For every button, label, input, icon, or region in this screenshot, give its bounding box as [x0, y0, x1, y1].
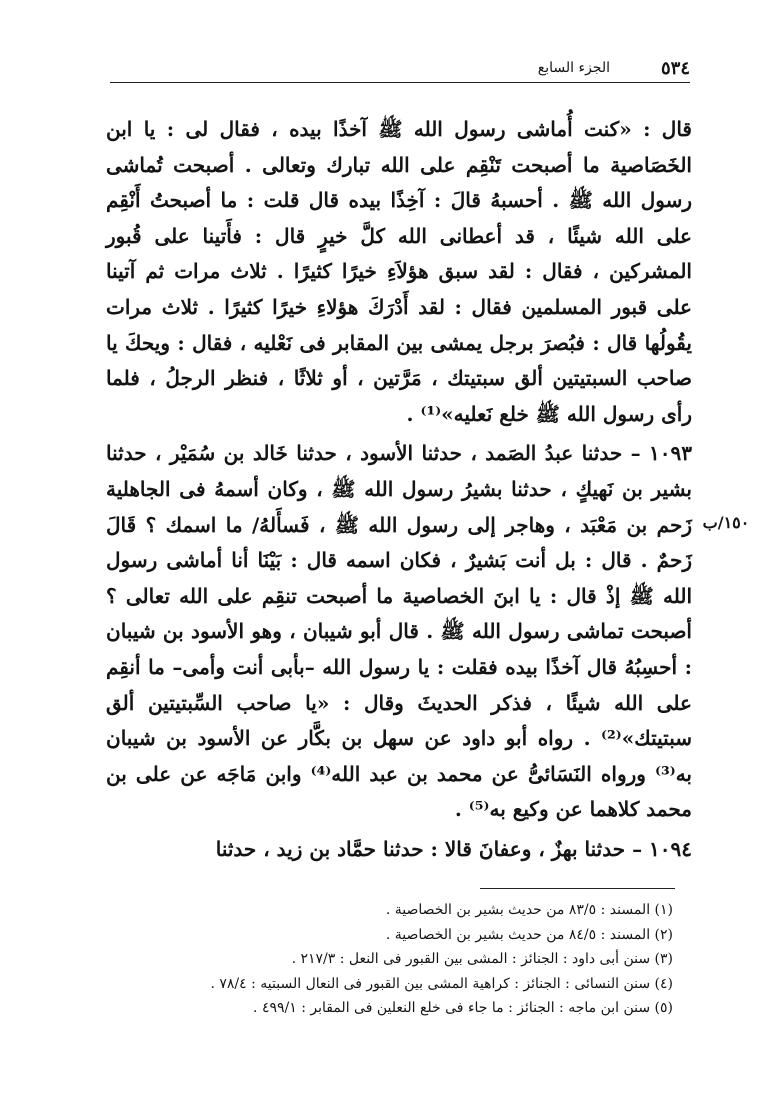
- paragraph-text: – حدثنا عبدُ الصَمد ، حدثنا الأسود ، حدثنا خَالد بن سُمَيْر ، حدثنا بشير بن نَهيكٍ ، حدثنا بشيرُ رسول الله ﷺ ، وكان أسمهُ فى الجاهلية زَحم بن مَعْبَد ، وهاجر إلى رسول الله ﷺ ، فَسأَلهُ/ ما اسمك ؟ قَالَ زَحمٌ . قال : بل أنت بَشيرٌ ، فكان اسمه قال : بَيْنَا أنا أماشى رسول الله ﷺ إذْ قال : يا ابنَ الخصاصية ما أصبحت تنقِم على الله تعالى ؟ أصبحت تماشى رسول الله ﷺ . قال أبو شيبان ، وهو الأسود بن شيبان : أحسِبُهُ قال آخذًا بيده فقلت : يا رسول الله –بأبى أنت وأمى– ما أنقِم على الله شيئًا ، فذكر الحديثَ وقال : «يا صاحب السِّبتيتين ألق سبتيتك»⁽²⁾ . رواه أبو داود عن سهل بن بكَّار عن الأسود بن شيبان به⁽³⁾ ورواه النَسَائىُّ عن محمد بن عبد الله⁽⁴⁾ وابن مَاجَه عن على بن محمد كلاهما عن وكيع به⁽⁵⁾ .: [106, 441, 692, 822]
- main-text: [106, 112, 692, 861]
- paragraph-text: قال : «كنت أُماشى رسول الله ﷺ آخذًا بيده ، فقال لى : يا ابن الخَصَاصية ما أصبحت تَنْقِم على الله تبارك وتعالى . أصبحت تُماشى رسول الله ﷺ . أحسبهُ قالَ : آخِذًا بيده قال قلت : ما أصبحتُ أَنْقِم على الله شيئًا ، قد أعطانى الله كلَّ خيرٍ قال : فأَتينا على قُبور المشركين ، فقال : لقد سبق هؤلاَءِ خيرًا كثيرًا . ثلاث مرات ثم آتينا على قبور المسلمين فقال : لقد أَدْرَكَ هؤلاءِ خيرًا كثيرًا . ثلاث مرات يقُولُها قال : فبُصرَ برجل يمشى بين المقابر فى نَعْليه ، فقال : ويحكَ يا صاحب السبتيتين ألق سبتيتك ، مَرَّتين ، أو ثلاثًا ، فنظر الرجلُ ، فلما رأى رسول الله ﷺ خلع نَعليه»⁽¹⁾ .: [106, 117, 692, 426]
- footnote-divider: [480, 888, 675, 889]
- part-title: الجزء السابع: [537, 60, 610, 76]
- paragraph-text: – حدثنا بهزٌ ، وعفانَ قالا : حدثنا حمَّاد بن زيد ، حدثنا: [215, 836, 650, 861]
- manuscript-folio-note: ١٥٠/ب: [702, 513, 750, 532]
- running-head: [110, 56, 690, 83]
- footnote: (١) المسند : ٨٣/٥ من حديث بشير بن الخصاصية .: [385, 902, 673, 918]
- paragraph-continuation: [106, 112, 692, 432]
- footnote: (٢) المسند : ٨٤/٥ من حديث بشير بن الخصاصية .: [385, 926, 673, 943]
- hadith-number: ١٠٩٤: [649, 836, 692, 861]
- footnote: (٤) سنن النسائى : الجنائز : كراهية المشى بين القبور فى النعال السبتيه : ٧٨/٤ .: [210, 975, 673, 992]
- footnotes: [150, 898, 673, 1021]
- hadith-number: ١٠٩٣: [649, 441, 692, 466]
- footnote: (٣) سنن أبى داود : الجنائز : المشى بين القبور فى النعل : ٢١٧/٣ .: [291, 951, 673, 968]
- page-number: ٥٣٤: [660, 58, 690, 79]
- hadith-1093: [106, 436, 692, 828]
- footnote: (٥) سنن ابن ماجه : الجنائز : ما جاء فى خلع النعلين فى المقابر : ٤٩٩/١ .: [253, 1000, 673, 1017]
- hadith-1094: [106, 832, 692, 868]
